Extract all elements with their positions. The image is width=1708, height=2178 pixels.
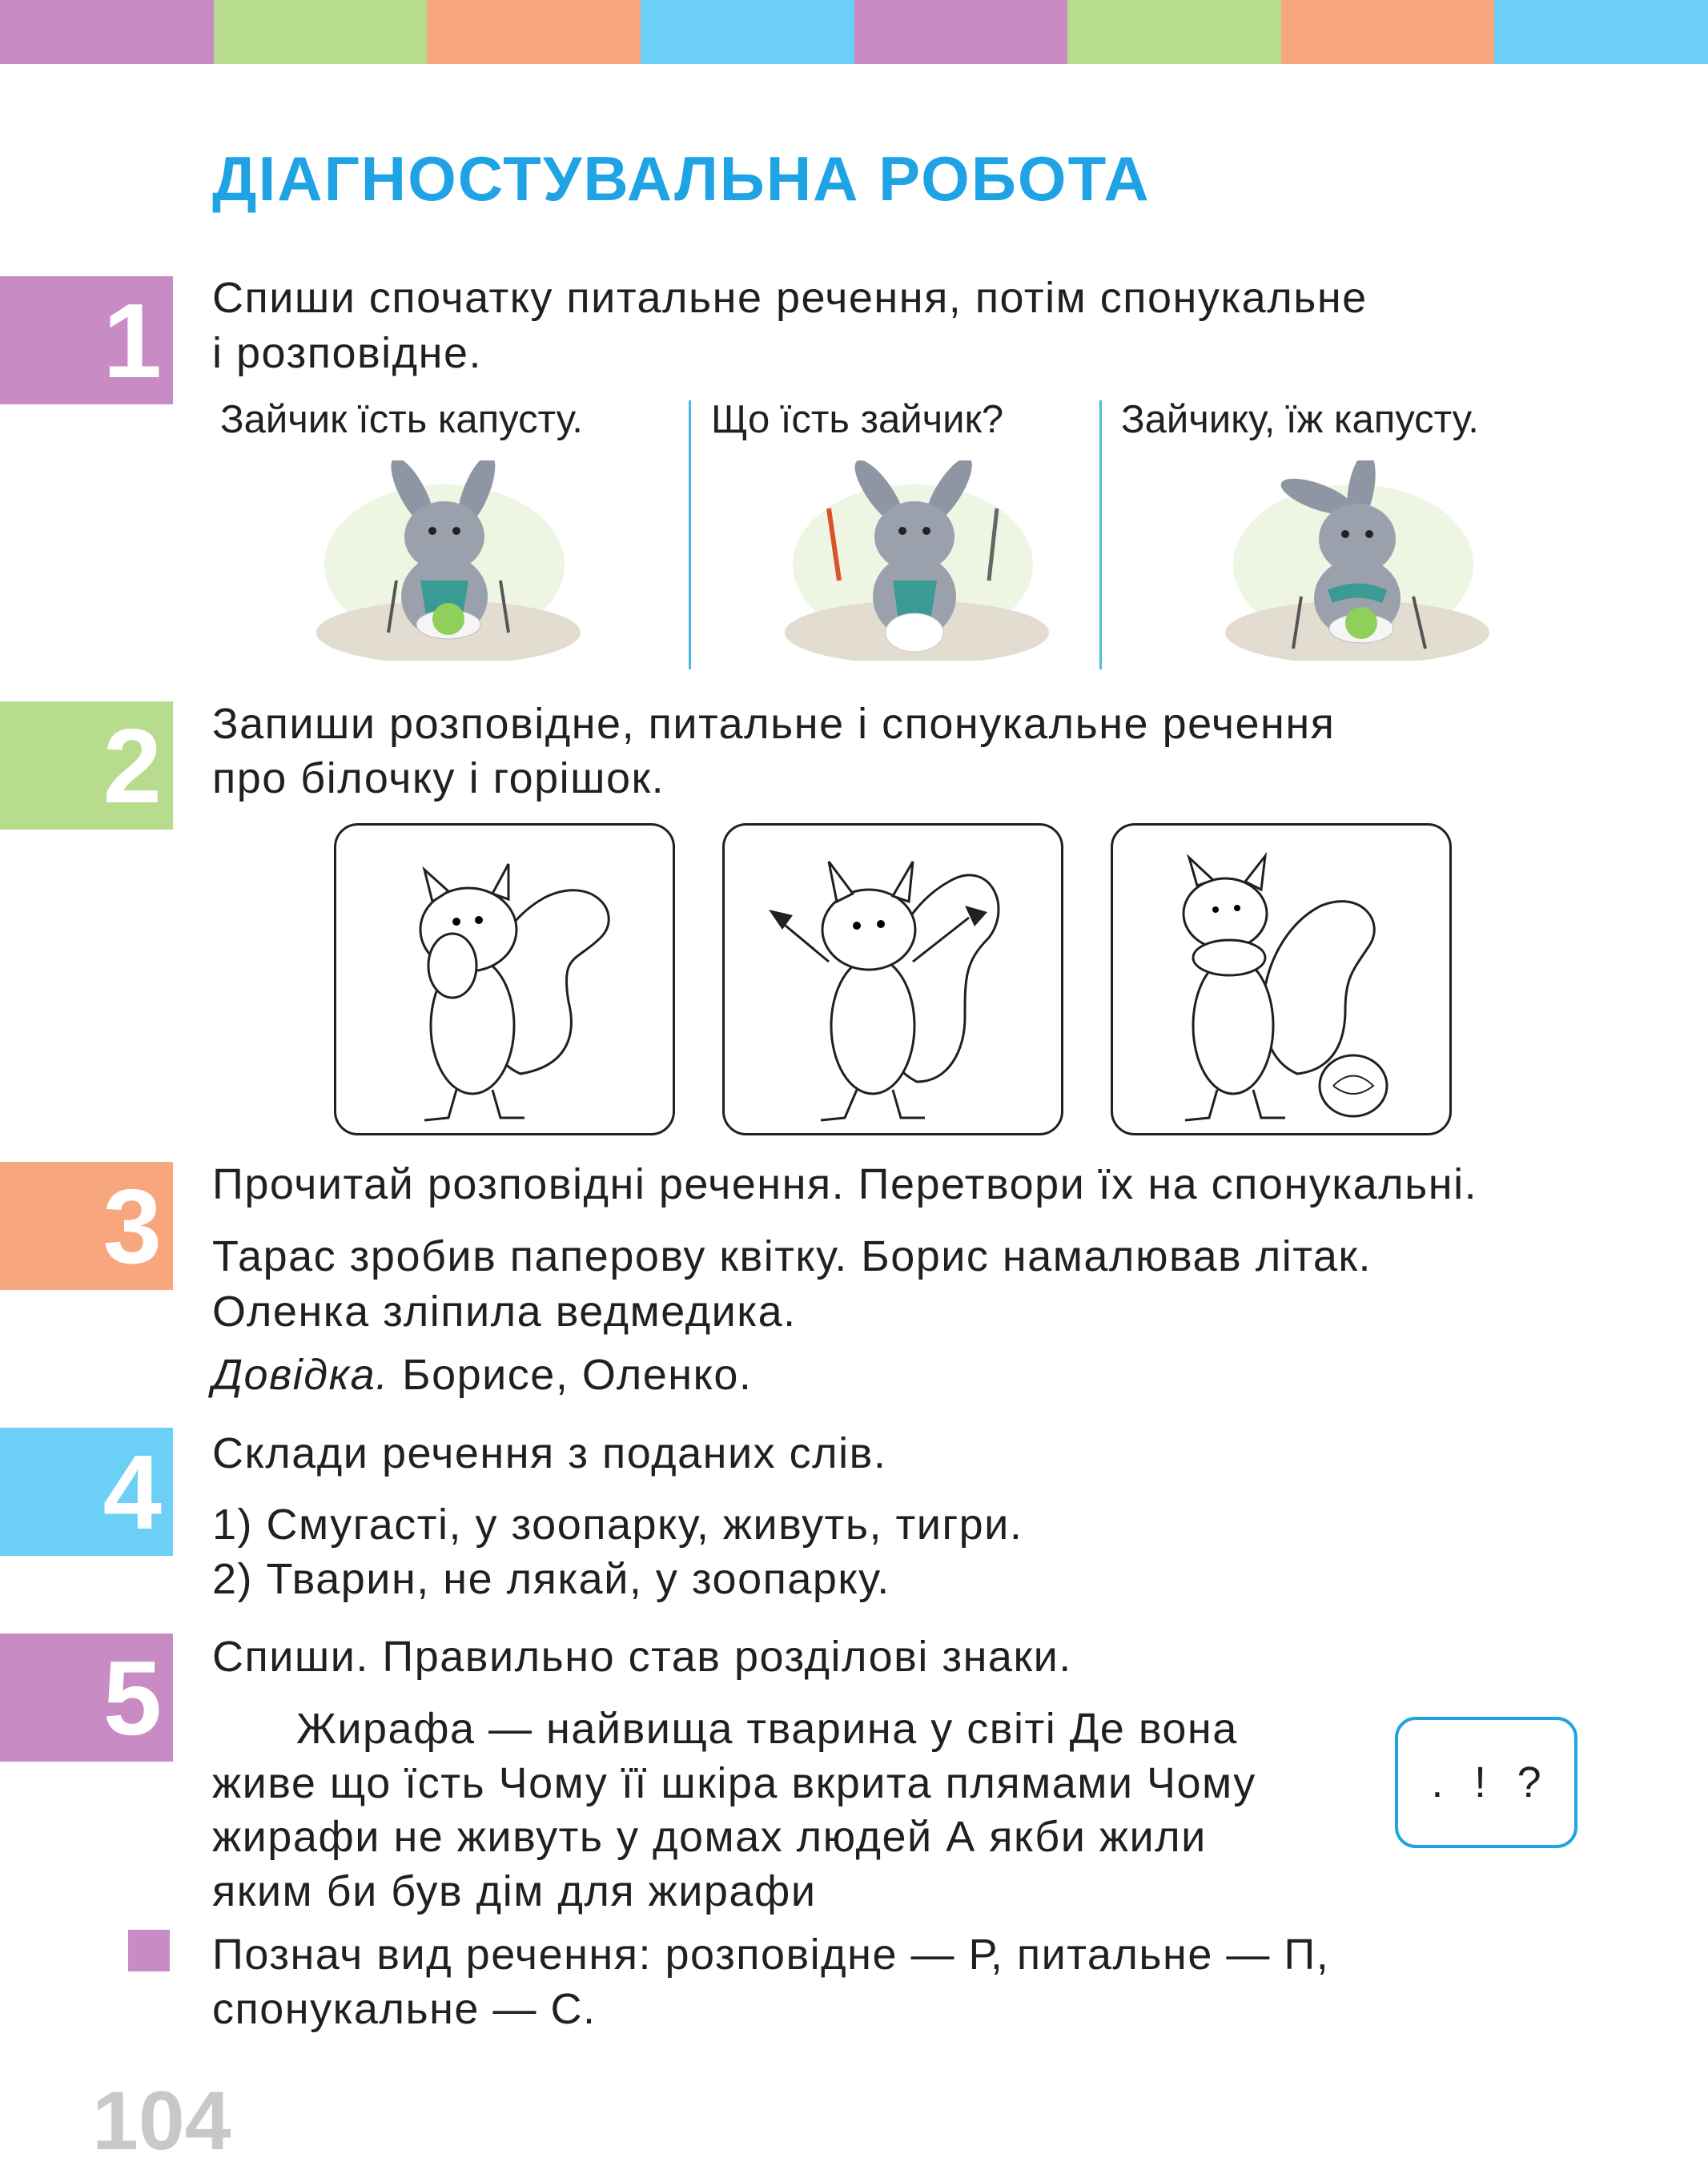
task-number-3: 3 xyxy=(0,1162,173,1290)
stripe-segment xyxy=(214,0,428,64)
hint-label: Довідка. xyxy=(212,1351,389,1399)
task1-line2: і розповідне. xyxy=(212,329,483,377)
squirrel-asking-frame xyxy=(722,823,1063,1135)
task4-item2: 2) Тварин, не лякай, у зоопарку. xyxy=(212,1555,890,1603)
squirrel-nut-frame xyxy=(1111,823,1452,1135)
question-mark: ? xyxy=(1517,1758,1541,1806)
task1-line1: Спиши спочатку питальне речення, потім спонукальне xyxy=(212,274,1368,322)
task4-line1: Склади речення з поданих слів. xyxy=(212,1429,887,1477)
stripe-segment xyxy=(0,0,214,64)
squirrel-eating-frame xyxy=(334,823,675,1135)
stripe-segment xyxy=(854,0,1068,64)
exclamation-mark: ! xyxy=(1473,1758,1486,1806)
rabbit-asking-illustration xyxy=(785,460,1049,661)
squirrel-with-nut-illustration xyxy=(1113,826,1449,1133)
task5-text2: живе що їсть Чому її шкіра вкрита плямами Чому xyxy=(212,1759,1256,1807)
period-mark: . xyxy=(1431,1758,1444,1806)
stripe-segment xyxy=(1067,0,1281,64)
hint-text: Борисе, Оленко. xyxy=(402,1351,753,1399)
task4-item1: 1) Смугасті, у зоопарку, живуть, тигри. xyxy=(212,1501,1023,1549)
rabbit-arms-crossed-illustration xyxy=(1225,460,1489,661)
task3-line3: Оленка зліпила ведмедика. xyxy=(212,1288,797,1336)
divider-line xyxy=(1099,400,1102,669)
stripe-segment xyxy=(427,0,641,64)
task3-line1: Прочитай розповідні речення. Перетвори їх на спонукальні. xyxy=(212,1160,1478,1208)
stripe-segment xyxy=(1494,0,1708,64)
task5-text1: Жирафа — найвища тварина у світі Де вона xyxy=(296,1705,1238,1753)
task5-text4: яким би був дім для жирафи xyxy=(212,1867,817,1915)
stripe-segment xyxy=(1281,0,1495,64)
task5-line1: Спиши. Правильно став розділові знаки. xyxy=(212,1633,1072,1681)
page-number: 104 xyxy=(92,2075,231,2168)
task5-text3: жирафи не живуть у домах людей А якби жили xyxy=(212,1813,1207,1861)
task1-caption-3: Зайчику, їж капусту. xyxy=(1121,398,1479,441)
task5-extra2: спонукальне — С. xyxy=(212,1985,597,2033)
task-number-2: 2 xyxy=(0,701,173,830)
task1-caption-1: Зайчик їсть капусту. xyxy=(220,398,583,441)
top-color-stripe xyxy=(0,0,1708,64)
task-number-1: 1 xyxy=(0,276,173,404)
task2-line2: про білочку і горішок. xyxy=(212,754,665,802)
divider-line xyxy=(689,400,691,669)
squirrel-eating-illustration xyxy=(336,826,673,1133)
task3-line2: Тарас зробив паперову квітку. Борис намалював літак. xyxy=(212,1232,1372,1280)
task-number-5: 5 xyxy=(0,1634,173,1762)
squirrel-asking-illustration xyxy=(725,826,1061,1133)
rabbit-eating-illustration xyxy=(316,460,581,661)
task3-hint xyxy=(212,1348,752,1402)
task5-extra1: Познач вид речення: розповідне — Р, питальне — П, xyxy=(212,1931,1330,1979)
task-number-4: 4 xyxy=(0,1428,173,1556)
stripe-segment xyxy=(641,0,854,64)
task2-line1: Запиши розповідне, питальне і спонукальне речення xyxy=(212,700,1336,748)
punctuation-marks-box xyxy=(1395,1717,1577,1848)
page-title: ДІАГНОСТУВАЛЬНА РОБОТА xyxy=(212,143,1151,214)
additional-task-marker xyxy=(128,1930,170,1971)
task1-caption-2: Що їсть зайчик? xyxy=(711,398,1004,441)
